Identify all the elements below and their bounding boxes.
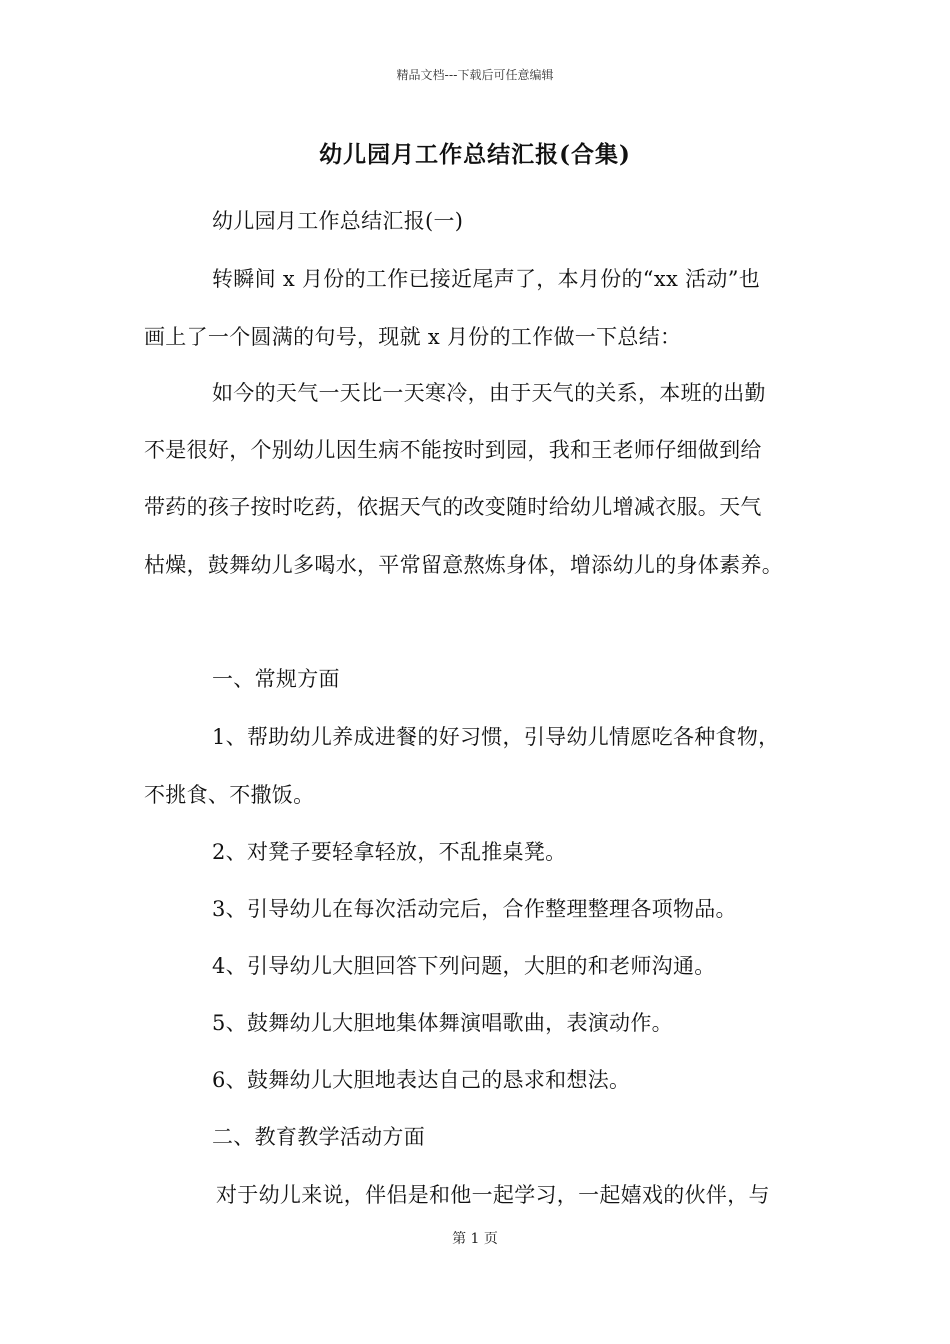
list-item-continuation: 不挑食、不撒饭。 bbox=[144, 783, 315, 807]
page-number: 第 1 页 bbox=[452, 1231, 498, 1247]
document-header-note: 精品文档---下载后可任意编辑 bbox=[396, 68, 554, 82]
paragraph-line: 不是很好，个别幼儿因生病不能按时到园，我和王老师仔细做到给 bbox=[144, 438, 762, 462]
list-item: 2、对凳子要轻拿轻放，不乱推桌凳。 bbox=[212, 840, 567, 864]
document-title: 幼儿园月工作总结汇报(合集) bbox=[319, 141, 631, 168]
paragraph-line: 如今的天气一天比一天寒冷，由于天气的关系，本班的出勤 bbox=[212, 381, 766, 405]
list-item: 5、鼓舞幼儿大胆地集体舞演唱歌曲，表演动作。 bbox=[212, 1011, 673, 1035]
list-item: 3、引导幼儿在每次活动完后，合作整理整理各项物品。 bbox=[212, 897, 737, 921]
list-item: 6、鼓舞幼儿大胆地表达自己的恳求和想法。 bbox=[212, 1068, 631, 1092]
subtitle-line: 幼儿园月工作总结汇报(一) bbox=[212, 209, 464, 233]
paragraph-line: 枯燥，鼓舞幼儿多喝水，平常留意熬炼身体，增添幼儿的身体素养。 bbox=[144, 553, 783, 577]
list-item: 4、引导幼儿大胆回答下列问题，大胆的和老师沟通。 bbox=[212, 954, 716, 978]
paragraph-line: 带药的孩子按时吃药，依据天气的改变随时给幼儿增减衣服。天气 bbox=[144, 495, 762, 519]
paragraph-line: 画上了一个圆满的句号，现就 x 月份的工作做一下总结： bbox=[144, 325, 682, 349]
paragraph-line: 对于幼儿来说，伴侣是和他一起学习，一起嬉戏的伙伴，与 bbox=[216, 1183, 770, 1207]
paragraph-line: 转瞬间 x 月份的工作已接近尾声了，本月份的“xx 活动”也 bbox=[212, 267, 761, 291]
section-heading: 一、常规方面 bbox=[212, 667, 340, 691]
list-item: 1、帮助幼儿养成进餐的好习惯，引导幼儿情愿吃各种食物， bbox=[212, 725, 780, 749]
section-heading: 二、教育教学活动方面 bbox=[212, 1125, 425, 1149]
